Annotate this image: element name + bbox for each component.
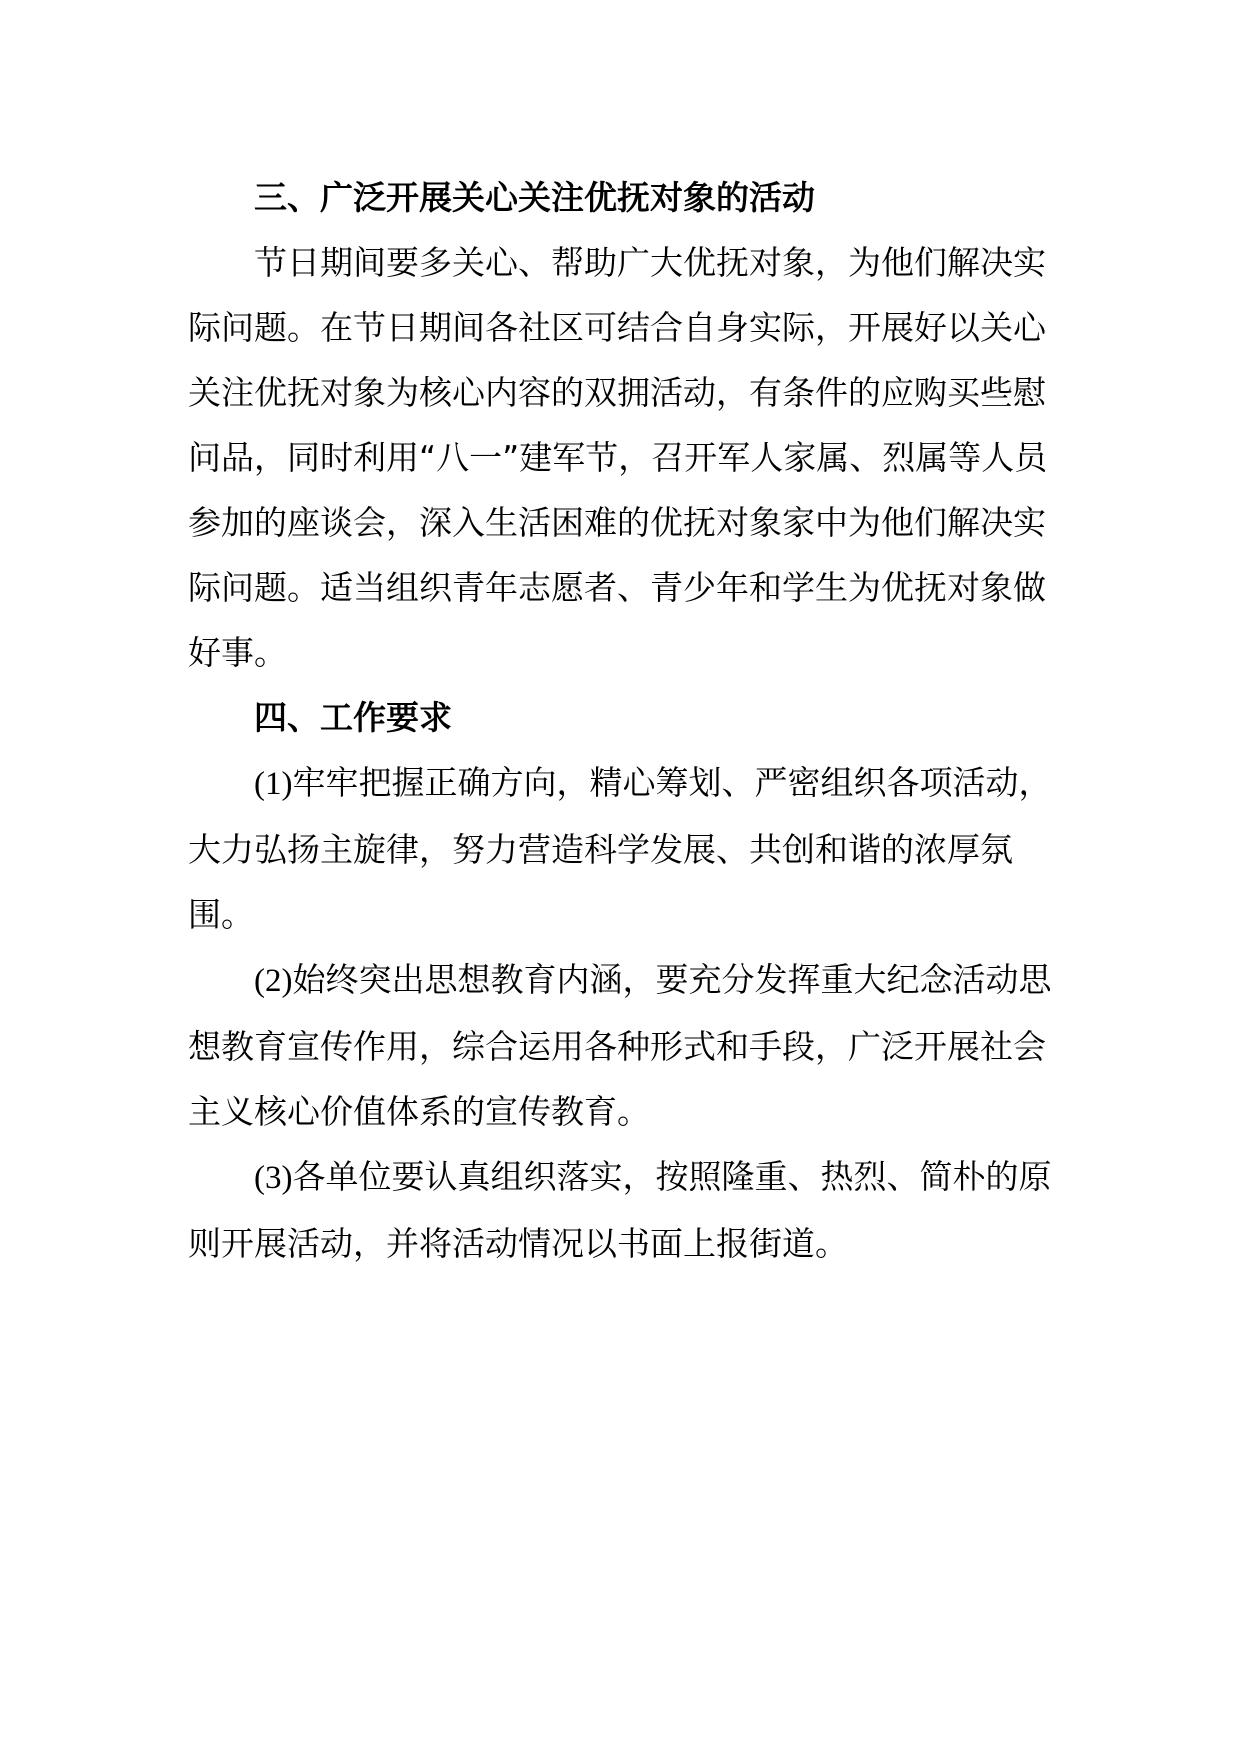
section-4-heading: 四、工作要求 — [254, 698, 452, 737]
requirement-item-3-number: (3) — [254, 1160, 293, 1196]
requirement-item-3 — [188, 1144, 1068, 1276]
section-3-heading: 三、广泛开展关心关注优抚对象的活动 — [254, 178, 815, 217]
requirement-item-1-number: (1) — [254, 766, 293, 802]
requirement-item-1-text: 牢牢把握正确方向，精心筹划、严密组织各项活动，大力弘扬主旋律，努力营造科学发展、共创和谐的浓厚氛围。 — [188, 763, 1052, 934]
section-3-paragraph: 节日期间要多关心、帮助广大优抚对象，为他们解决实际问题。在节日期间各社区可结合自身实际，开展好以关心关注优抚对象为核心内容的双拥活动，有条件的应购买些慰问品，同时利用“八一”建军节，召开军人家属、烈属等人员参加的座谈会，深入生活困难的优抚对象家中为他们解决实际问题。适当组织青年志愿者、青少年和学生为优抚对象做好事。 — [188, 243, 1048, 672]
requirement-item-1 — [188, 750, 1068, 947]
requirement-item-2-number: (2) — [254, 963, 293, 999]
document-body — [188, 165, 1068, 1276]
requirement-item-3-text: 各单位要认真组织落实，按照隆重、热烈、简朴的原则开展活动，并将活动情况以书面上报街道。 — [188, 1157, 1052, 1263]
requirement-item-2 — [188, 947, 1068, 1144]
requirement-item-2-text: 始终突出思想教育内涵，要充分发挥重大纪念活动思想教育宣传作用，综合运用各种形式和手段，广泛开展社会主义核心价值体系的宣传教育。 — [188, 960, 1052, 1131]
